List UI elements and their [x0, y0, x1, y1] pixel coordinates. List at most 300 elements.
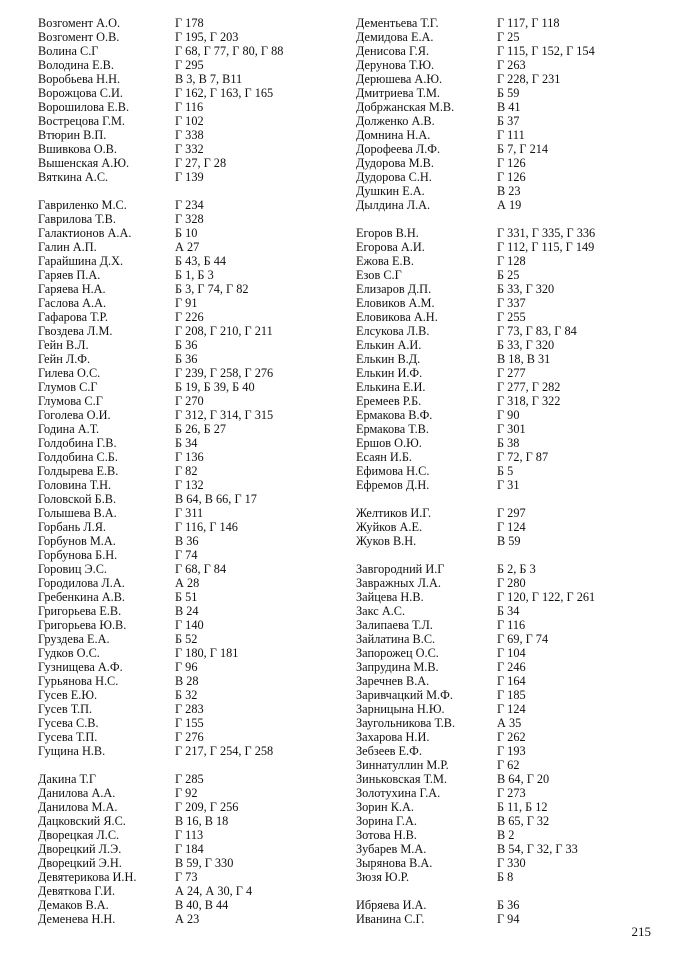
author-name: Гудков О.С.: [38, 646, 100, 660]
page-number: 215: [631, 924, 651, 939]
index-entry: [38, 590, 368, 604]
paper-refs: Б 1, Б 3: [175, 268, 214, 282]
author-name: Зюзя Ю.Р.: [356, 870, 410, 884]
index-entry: [38, 282, 368, 296]
author-name: Желтиков И.Г.: [356, 506, 432, 520]
index-entry: [38, 842, 368, 856]
author-name: Зиньковская Т.М.: [356, 772, 447, 786]
author-name: Заугольникова Т.В.: [356, 716, 456, 730]
index-entry: [38, 142, 368, 156]
index-entry: [38, 268, 368, 282]
author-name: Девятерикова И.Н.: [38, 870, 137, 884]
index-entry: [38, 632, 368, 646]
paper-refs: Г 102: [175, 114, 204, 128]
author-name: Горовиц Э.С.: [38, 562, 107, 576]
paper-refs: Г 283: [175, 702, 204, 716]
index-column-right: [356, 16, 679, 926]
author-name: Григорьева Ю.В.: [38, 618, 127, 632]
paper-refs: Г 239, Г 258, Г 276: [175, 366, 274, 380]
index-entry: [356, 100, 679, 114]
author-name: Ибряева И.А.: [356, 898, 427, 912]
paper-refs: Г 92: [175, 786, 198, 800]
index-entry: [356, 394, 679, 408]
index-entry: [356, 464, 679, 478]
index-entry: [356, 114, 679, 128]
index-entry: [38, 86, 368, 100]
paper-refs: Г 124: [497, 702, 526, 716]
index-entry: [356, 310, 679, 324]
paper-refs: А 24, А 30, Г 4: [175, 884, 253, 898]
index-entry: [356, 282, 679, 296]
paper-refs: Г 195, Г 203: [175, 30, 239, 44]
index-entry: [356, 184, 679, 198]
index-entry: [38, 562, 368, 576]
index-entry: [38, 408, 368, 422]
paper-refs: А 27: [175, 240, 200, 254]
index-entry: [356, 576, 679, 590]
paper-refs: Г 73: [175, 870, 198, 884]
paper-refs: Б 5: [497, 464, 514, 478]
author-name: Зубарев М.А.: [356, 842, 427, 856]
author-name: Гарайшина Д.Х.: [38, 254, 124, 268]
paper-refs: Г 184: [175, 842, 204, 856]
index-entry: [356, 730, 679, 744]
author-name: Елькин А.И.: [356, 338, 422, 352]
author-name: Зырянова В.А.: [356, 856, 433, 870]
index-entry: [356, 72, 679, 86]
paper-refs: В 16, В 18: [175, 814, 229, 828]
paper-refs: В 59, Г 330: [175, 856, 234, 870]
index-entry: [356, 240, 679, 254]
paper-refs: А 28: [175, 576, 200, 590]
author-name: Есаян И.Б.: [356, 450, 412, 464]
index-entry: [356, 422, 679, 436]
index-entry: [356, 352, 679, 366]
index-entry: [38, 492, 368, 506]
author-name: Запрудина М.В.: [356, 660, 439, 674]
paper-refs: Г 69, Г 74: [497, 632, 549, 646]
author-name: Жуйков А.Е.: [356, 520, 423, 534]
paper-refs: Г 90: [497, 408, 520, 422]
index-entry: [38, 44, 368, 58]
author-name: Деменева Н.Н.: [38, 912, 116, 926]
author-name: Гоголева О.И.: [38, 408, 111, 422]
index-entry: [356, 450, 679, 464]
paper-refs: Г 126: [497, 170, 526, 184]
paper-refs: Б 33, Г 320: [497, 282, 555, 296]
index-entry: [38, 16, 368, 30]
index-entry: [356, 800, 679, 814]
paper-refs: В 28: [175, 674, 199, 688]
section-gap: [356, 548, 679, 562]
index-entry: [38, 366, 368, 380]
paper-refs: Б 25: [497, 268, 520, 282]
index-entry: [38, 450, 368, 464]
paper-refs: Б 10: [175, 226, 198, 240]
author-name: Захарова Н.И.: [356, 730, 430, 744]
author-name: Запорожец О.С.: [356, 646, 439, 660]
paper-refs: Г 270: [175, 394, 204, 408]
author-name: Дворецкий Э.Н.: [38, 856, 122, 870]
index-entry: [38, 786, 368, 800]
paper-refs: Г 140: [175, 618, 204, 632]
paper-refs: Б 51: [175, 590, 198, 604]
index-column-left: [38, 16, 368, 926]
index-entry: [38, 534, 368, 548]
author-name: Гаврилова Т.В.: [38, 212, 116, 226]
paper-refs: В 64, Г 20: [497, 772, 550, 786]
paper-refs: Б 34: [497, 604, 520, 618]
index-entry: [38, 730, 368, 744]
paper-refs: Г 331, Г 335, Г 336: [497, 226, 596, 240]
paper-refs: Г 139: [175, 170, 204, 184]
author-name: Жуков В.Н.: [356, 534, 417, 548]
author-name: Втюрин В.П.: [38, 128, 107, 142]
index-entry: [356, 772, 679, 786]
author-name: Гилева О.С.: [38, 366, 101, 380]
paper-refs: Г 255: [497, 310, 526, 324]
index-entry: [38, 114, 368, 128]
author-name: Володина Е.В.: [38, 58, 114, 72]
index-entry: [356, 590, 679, 604]
paper-refs: Г 124: [497, 520, 526, 534]
index-entry: [38, 226, 368, 240]
author-name: Езов С.Г: [356, 268, 402, 282]
index-entry: [356, 842, 679, 856]
index-entry: [38, 506, 368, 520]
paper-refs: Б 36: [175, 352, 198, 366]
author-name: Волина С.Г: [38, 44, 99, 58]
author-name: Домнина Н.А.: [356, 128, 431, 142]
paper-refs: Г 337: [497, 296, 526, 310]
index-entry: [356, 632, 679, 646]
author-name: Глумова С.Г: [38, 394, 103, 408]
index-entry: [356, 44, 679, 58]
index-entry: [38, 702, 368, 716]
author-name: Гузнищева А.Ф.: [38, 660, 123, 674]
paper-refs: Б 38: [497, 436, 520, 450]
author-name: Демаков В.А.: [38, 898, 109, 912]
author-name: Елсукова Л.В.: [356, 324, 430, 338]
index-entry: [356, 254, 679, 268]
index-entry: [38, 170, 368, 184]
index-entry: [356, 828, 679, 842]
index-entry: [38, 72, 368, 86]
index-entry: [38, 870, 368, 884]
index-entry: [356, 814, 679, 828]
author-name: Зебзеев Е.Ф.: [356, 744, 422, 758]
paper-refs: Г 116: [497, 618, 526, 632]
paper-refs: Б 59: [497, 86, 520, 100]
author-name: Заривчацкий М.Ф.: [356, 688, 453, 702]
paper-refs: В 54, Г 32, Г 33: [497, 842, 578, 856]
paper-refs: Г 328: [175, 212, 204, 226]
index-entry: [356, 324, 679, 338]
index-entry: [38, 422, 368, 436]
author-name: Закс А.С.: [356, 604, 406, 618]
index-entry: [356, 86, 679, 100]
paper-refs: Г 311: [175, 506, 204, 520]
author-name: Данилова А.А.: [38, 786, 116, 800]
paper-refs: Г 68, Г 84: [175, 562, 227, 576]
author-name: Демидова Е.А.: [356, 30, 434, 44]
paper-refs: Г 27, Г 28: [175, 156, 227, 170]
author-name: Гаслова А.А.: [38, 296, 107, 310]
author-name: Гейн В.Л.: [38, 338, 89, 352]
index-entry: [38, 352, 368, 366]
index-entry: [38, 394, 368, 408]
paper-refs: Г 330: [497, 856, 526, 870]
author-name: Елькин В.Д.: [356, 352, 421, 366]
paper-refs: Г 112, Г 115, Г 149: [497, 240, 595, 254]
author-name: Головской Б.В.: [38, 492, 117, 506]
paper-refs: Г 117, Г 118: [497, 16, 560, 30]
index-entry: [38, 898, 368, 912]
author-name: Ефимова Н.С.: [356, 464, 430, 478]
author-name: Дворецкая Л.С.: [38, 828, 120, 842]
paper-refs: Г 276: [175, 730, 204, 744]
index-entry: [356, 702, 679, 716]
author-name: Ермакова В.Ф.: [356, 408, 433, 422]
author-name: Гусев Е.Ю.: [38, 688, 98, 702]
index-entry: [356, 520, 679, 534]
index-entry: [356, 338, 679, 352]
paper-refs: А 23: [175, 912, 200, 926]
index-entry: [38, 744, 368, 758]
index-entry: [356, 226, 679, 240]
index-entry: [356, 198, 679, 212]
author-name: Гусева С.В.: [38, 716, 99, 730]
index-entry: [38, 548, 368, 562]
paper-refs: Г 234: [175, 198, 204, 212]
paper-refs: Г 277: [497, 366, 526, 380]
author-name: Гущина Н.В.: [38, 744, 106, 758]
paper-refs: Г 180, Г 181: [175, 646, 239, 660]
paper-refs: В 59: [497, 534, 521, 548]
section-gap: [356, 212, 679, 226]
index-entry: [356, 142, 679, 156]
index-entry: [38, 156, 368, 170]
index-entry: [38, 884, 368, 898]
index-entry: [38, 58, 368, 72]
paper-refs: В 36: [175, 534, 199, 548]
paper-refs: В 65, Г 32: [497, 814, 550, 828]
index-entry: [38, 520, 368, 534]
author-name: Ежова Е.В.: [356, 254, 414, 268]
index-entry: [356, 380, 679, 394]
index-entry: [356, 436, 679, 450]
index-entry: [356, 30, 679, 44]
paper-refs: Г 162, Г 163, Г 165: [175, 86, 274, 100]
paper-refs: В 24: [175, 604, 199, 618]
author-name: Девяткова Г.И.: [38, 884, 116, 898]
index-entry: [38, 464, 368, 478]
author-name: Завражных Л.А.: [356, 576, 441, 590]
paper-refs: Г 115, Г 152, Г 154: [497, 44, 595, 58]
paper-refs: Г 312, Г 314, Г 315: [175, 408, 274, 422]
index-entry: [38, 688, 368, 702]
index-entry: [356, 674, 679, 688]
section-gap: [356, 492, 679, 506]
author-name: Егоров В.Н.: [356, 226, 419, 240]
author-name: Дорофеева Л.Ф.: [356, 142, 441, 156]
index-entry: [38, 912, 368, 926]
index-entry: [38, 618, 368, 632]
index-entry: [38, 660, 368, 674]
author-name: Еловикова А.Н.: [356, 310, 438, 324]
paper-refs: Г 128: [497, 254, 526, 268]
paper-refs: В 3, В 7, В11: [175, 72, 243, 86]
index-entry: [356, 646, 679, 660]
index-entry: [356, 758, 679, 772]
paper-refs: Г 246: [497, 660, 526, 674]
paper-refs: Б 52: [175, 632, 198, 646]
author-name: Головина Т.Н.: [38, 478, 112, 492]
author-name: Голдырева Е.В.: [38, 464, 119, 478]
index-entry: [38, 576, 368, 590]
paper-refs: Г 120, Г 122, Г 261: [497, 590, 596, 604]
index-entry: [356, 170, 679, 184]
author-name: Ермакова Т.В.: [356, 422, 429, 436]
author-name: Долженко А.В.: [356, 114, 435, 128]
author-name: Залипаева Т.Л.: [356, 618, 433, 632]
author-name: Гаряев П.А.: [38, 268, 101, 282]
paper-refs: Г 318, Г 322: [497, 394, 561, 408]
author-name: Зарницына Н.Ю.: [356, 702, 445, 716]
index-entry: [38, 296, 368, 310]
author-name: Зиннатуллин М.Р.: [356, 758, 449, 772]
author-name: Вострецова Г.М.: [38, 114, 125, 128]
index-entry: [38, 814, 368, 828]
index-entry: [356, 562, 679, 576]
author-name: Зайлатина В.С.: [356, 632, 436, 646]
paper-refs: Б 34: [175, 436, 198, 450]
author-name: Завгородний И.Г: [356, 562, 445, 576]
author-name: Гейн Л.Ф.: [38, 352, 91, 366]
index-entry: [38, 128, 368, 142]
index-entry: [38, 478, 368, 492]
author-name: Галин А.П.: [38, 240, 97, 254]
author-name: Дакина Т.Г: [38, 772, 96, 786]
paper-refs: Г 297: [497, 506, 526, 520]
author-name: Ефремов Д.Н.: [356, 478, 430, 492]
paper-refs: Б 36: [175, 338, 198, 352]
author-name: Возгомент А.О.: [38, 16, 121, 30]
author-name: Голдобина С.Б.: [38, 450, 118, 464]
paper-refs: Г 164: [497, 674, 526, 688]
paper-refs: Г 262: [497, 730, 526, 744]
author-name: Дылдина Л.А.: [356, 198, 431, 212]
paper-refs: Г 73, Г 83, Г 84: [497, 324, 577, 338]
paper-refs: В 64, В 66, Г 17: [175, 492, 257, 506]
author-name: Гвоздева Л.М.: [38, 324, 113, 338]
author-name: Еловиков А.М.: [356, 296, 435, 310]
paper-refs: Б 7, Г 214: [497, 142, 549, 156]
author-name: Заречнев В.А.: [356, 674, 430, 688]
index-entry: [356, 716, 679, 730]
paper-refs: Б 32: [175, 688, 198, 702]
author-name: Глумов С.Г: [38, 380, 98, 394]
paper-refs: Б 26, Б 27: [175, 422, 227, 436]
paper-refs: Г 74: [175, 548, 198, 562]
paper-refs: Г 273: [497, 786, 526, 800]
author-name: Зорин К.А.: [356, 800, 414, 814]
author-name: Гребенкина А.В.: [38, 590, 125, 604]
paper-refs: Г 72, Г 87: [497, 450, 549, 464]
index-entry: [38, 856, 368, 870]
paper-refs: Г 332: [175, 142, 204, 156]
index-entry: [356, 604, 679, 618]
paper-refs: Г 68, Г 77, Г 80, Г 88: [175, 44, 284, 58]
paper-refs: Б 33, Г 320: [497, 338, 555, 352]
paper-refs: Б 2, Б 3: [497, 562, 536, 576]
paper-refs: А 19: [497, 198, 522, 212]
paper-refs: Г 185: [497, 688, 526, 702]
section-gap: [356, 884, 679, 898]
author-name: Горбань Л.Я.: [38, 520, 106, 534]
paper-refs: Г 116: [175, 100, 204, 114]
author-name: Григорьева Е.В.: [38, 604, 122, 618]
paper-refs: В 23: [497, 184, 521, 198]
index-entry: [38, 30, 368, 44]
author-name: Вышенская А.Ю.: [38, 156, 130, 170]
author-name: Дудорова С.Н.: [356, 170, 432, 184]
paper-refs: Г 178: [175, 16, 204, 30]
author-name: Добржанская М.В.: [356, 100, 455, 114]
author-name: Горбунова Б.Н.: [38, 548, 118, 562]
author-name: Дацковский Я.С.: [38, 814, 126, 828]
author-name: Городилова Л.А.: [38, 576, 125, 590]
paper-refs: Г 209, Г 256: [175, 800, 239, 814]
author-name: Гавриленко М.С.: [38, 198, 127, 212]
paper-refs: Б 19, Б 39, Б 40: [175, 380, 255, 394]
paper-refs: В 40, В 44: [175, 898, 229, 912]
author-name: Зайцева Н.В.: [356, 590, 424, 604]
paper-refs: А 35: [497, 716, 522, 730]
paper-refs: Г 217, Г 254, Г 258: [175, 744, 274, 758]
author-name: Егорова А.И.: [356, 240, 425, 254]
author-name: Дерюшева А.Ю.: [356, 72, 443, 86]
paper-refs: Г 277, Г 282: [497, 380, 561, 394]
index-entry: [356, 408, 679, 422]
index-entry: [356, 16, 679, 30]
author-name: Ершов О.Ю.: [356, 436, 422, 450]
index-entry: [38, 380, 368, 394]
index-entry: [356, 856, 679, 870]
section-gap: [38, 184, 368, 198]
author-name: Елькин И.Ф.: [356, 366, 423, 380]
index-entry: [356, 744, 679, 758]
paper-refs: Г 25: [497, 30, 520, 44]
author-name: Голдобина Г.В.: [38, 436, 117, 450]
index-entry: [38, 100, 368, 114]
paper-refs: Б 43, Б 44: [175, 254, 227, 268]
author-name: Горбунов М.А.: [38, 534, 116, 548]
paper-refs: Г 82: [175, 464, 198, 478]
index-entry: [38, 772, 368, 786]
index-entry: [356, 786, 679, 800]
index-entry: [38, 338, 368, 352]
paper-refs: Г 94: [497, 912, 520, 926]
index-entry: [38, 436, 368, 450]
author-name: Гурьянова Н.С.: [38, 674, 119, 688]
author-name: Ворошилова Е.В.: [38, 100, 130, 114]
paper-refs: Г 280: [497, 576, 526, 590]
author-name: Вяткина А.С.: [38, 170, 109, 184]
author-name: Душкин Е.А.: [356, 184, 425, 198]
paper-refs: Г 132: [175, 478, 204, 492]
paper-refs: Г 226: [175, 310, 204, 324]
